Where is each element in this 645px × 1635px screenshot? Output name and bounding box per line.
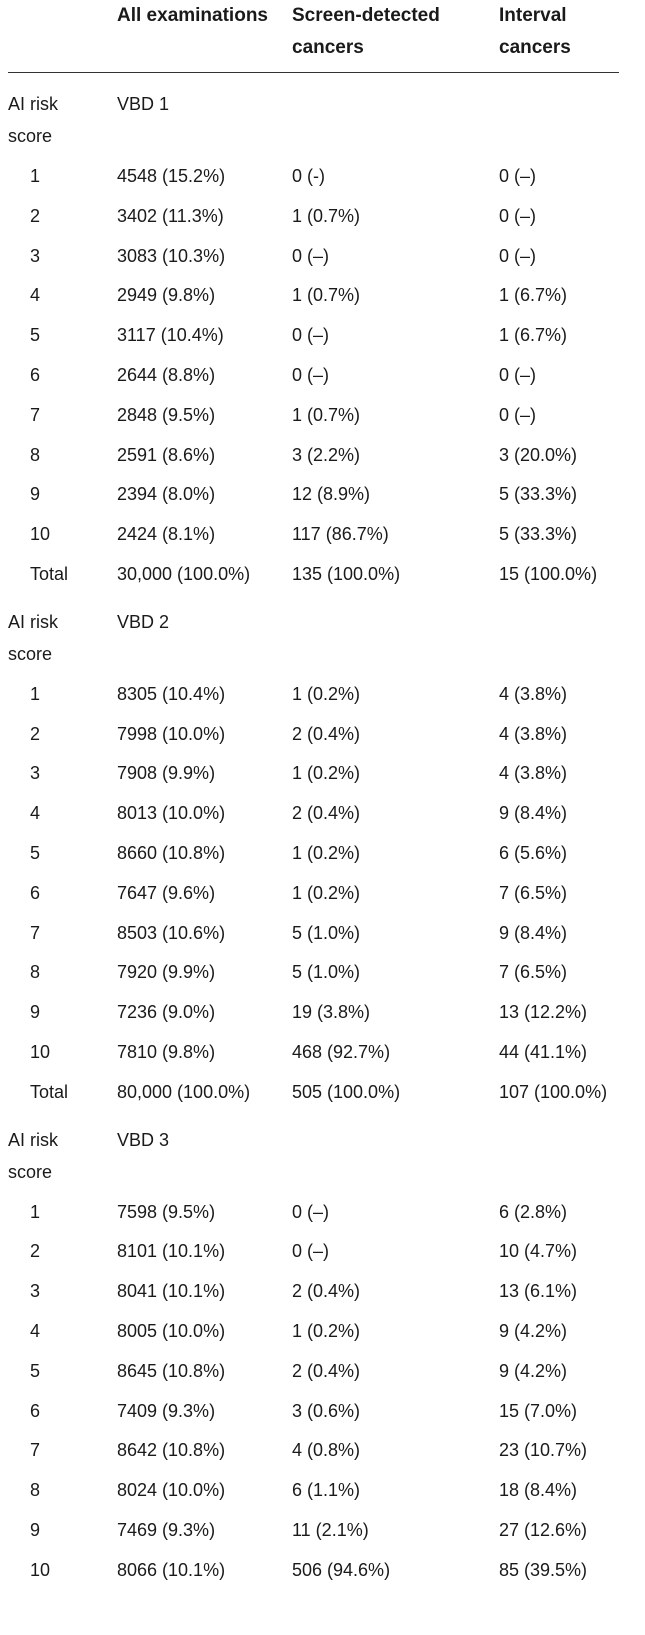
risk-score: 10 [30,1559,51,1580]
cell-interval: 9 (8.4%) [499,803,568,824]
cell-all-examinations: 2394 (8.0%) [117,484,216,505]
risk-score: 7 [30,1440,41,1461]
cell-all-examinations: 7810 (9.8%) [117,1042,216,1062]
risk-score: 10 [30,524,51,545]
cell-all-examinations: 8305 (10.4%) [117,683,226,704]
risk-score: 8 [30,962,41,983]
cell-screen-detected: 0 (–) [292,1241,330,1262]
risk-score: 3 [30,245,41,266]
cell-all-examinations: 2591 (8.6%) [117,444,216,465]
cell-all-examinations: 7647 (9.6%) [117,882,216,903]
cell-interval: 3 (20.0%) [499,444,578,465]
cell-screen-detected: 2 (0.4%) [292,1281,361,1302]
cell-screen-detected: 5 (1.0%) [292,922,361,943]
cell-screen-detected: 1 (0.2%) [292,763,361,784]
cell-all-examinations: 2848 (9.5%) [117,404,216,425]
cell-screen-detected: 12 (8.9%) [292,484,371,505]
cell-interval: 4 (3.8%) [499,683,568,704]
cell-interval: 0 (–) [499,245,537,266]
cell-screen-detected: 1 (0.2%) [292,843,361,863]
cell-interval: 0 (–) [499,404,537,425]
cell-screen-detected: 117 (86.7%) [292,524,389,545]
cell-all-examinations: 7598 (9.5%) [117,1201,216,1222]
cell-screen-detected: 0 (-) [292,166,325,186]
cell-all-examinations: 8005 (10.0%) [117,1321,226,1341]
total-label: Total [30,1081,69,1102]
group-name: VBD 2 [117,611,170,632]
cell-all-examinations: 2424 (8.1%) [117,524,216,545]
risk-score: 4 [30,1321,41,1341]
group-label: score [8,1161,53,1182]
cell-all-examinations: 3402 (11.3%) [117,205,224,226]
cell-screen-detected: 0 (–) [292,1201,330,1222]
header-interval-cancers: Interval cancers [499,5,571,58]
risk-score: 9 [30,1520,41,1540]
cell-all-examinations: 4548 (15.2%) [117,166,226,186]
group-name: VBD 1 [117,94,170,114]
cell-all-examinations: 80,000 (100.0%) [117,1081,251,1102]
header-all-examinations: All examinations [117,5,268,26]
cell-screen-detected: 2 (0.4%) [292,803,361,824]
cell-screen-detected: 506 (94.6%) [292,1559,391,1580]
risk-score: 5 [30,325,41,346]
cell-interval: 6 (5.6%) [499,843,568,863]
risk-score: 8 [30,1480,41,1501]
group-label: score [8,643,53,664]
cell-screen-detected: 1 (0.2%) [292,683,361,704]
cell-interval: 15 (7.0%) [499,1400,578,1421]
cell-all-examinations: 2949 (9.8%) [117,285,216,306]
cell-screen-detected: 19 (3.8%) [292,1002,371,1023]
risk-score: 4 [30,285,41,306]
cell-all-examinations: 7236 (9.0%) [117,1002,216,1023]
cell-screen-detected: 0 (–) [292,245,330,266]
risk-score: 3 [30,763,41,784]
cell-all-examinations: 8645 (10.8%) [117,1360,226,1381]
cell-interval: 6 (2.8%) [499,1201,568,1222]
cell-interval: 1 (6.7%) [499,285,568,306]
risk-score: 7 [30,404,41,425]
cell-screen-detected: 4 (0.8%) [292,1440,361,1461]
cell-interval: 5 (33.3%) [499,524,578,545]
group-label: AI risk [8,611,59,632]
risk-score: 6 [30,882,41,903]
cell-interval: 107 (100.0%) [499,1081,608,1102]
cell-interval: 85 (39.5%) [499,1559,588,1580]
cell-all-examinations: 7409 (9.3%) [117,1400,216,1421]
cell-screen-detected: 1 (0.2%) [292,1321,361,1341]
risk-score: 2 [30,723,41,744]
cell-screen-detected: 0 (–) [292,325,330,346]
group-label: AI risk [8,1129,59,1150]
cell-interval: 0 (–) [499,205,537,226]
risk-score: 1 [30,166,41,186]
cell-screen-detected: 1 (0.7%) [292,285,361,306]
cell-interval: 10 (4.7%) [499,1241,578,1262]
risk-score: 9 [30,1002,41,1023]
cell-all-examinations: 8101 (10.1%) [117,1241,226,1262]
cell-interval: 9 (4.2%) [499,1360,568,1381]
cell-all-examinations: 8660 (10.8%) [117,843,226,863]
cell-interval: 9 (4.2%) [499,1321,568,1341]
total-label: Total [30,564,69,584]
cell-screen-detected: 0 (–) [292,365,330,385]
cell-screen-detected: 5 (1.0%) [292,962,361,983]
cell-interval: 5 (33.3%) [499,484,578,505]
risk-score: 2 [30,1241,41,1262]
cell-all-examinations: 2644 (8.8%) [117,365,216,385]
risk-score: 1 [30,1201,41,1222]
cell-screen-detected: 468 (92.7%) [292,1042,391,1062]
cell-interval: 4 (3.8%) [499,723,568,744]
cell-all-examinations: 7908 (9.9%) [117,763,216,784]
cell-interval: 44 (41.1%) [499,1042,588,1062]
cell-all-examinations: 8041 (10.1%) [117,1281,226,1302]
cell-screen-detected: 3 (2.2%) [292,444,361,465]
cell-interval: 15 (100.0%) [499,564,598,584]
cell-all-examinations: 3083 (10.3%) [117,245,226,266]
cell-all-examinations: 8642 (10.8%) [117,1440,226,1461]
cell-screen-detected: 6 (1.1%) [292,1480,361,1501]
group-label: AI risk [8,94,59,114]
risk-score: 6 [30,1400,41,1421]
cell-all-examinations: 8066 (10.1%) [117,1559,226,1580]
group-label: score [8,126,53,146]
risk-score: 4 [30,803,41,824]
cell-screen-detected: 1 (0.7%) [292,404,361,425]
cell-all-examinations: 7469 (9.3%) [117,1520,216,1540]
cell-screen-detected: 1 (0.2%) [292,882,361,903]
risk-score: 10 [30,1042,51,1062]
cell-interval: 27 (12.6%) [499,1520,588,1540]
risk-score: 7 [30,922,41,943]
cell-all-examinations: 7920 (9.9%) [117,962,216,983]
risk-score: 1 [30,683,41,704]
cell-interval: 0 (–) [499,365,537,385]
group-name: VBD 3 [117,1129,170,1150]
risk-score: 9 [30,484,41,505]
cell-screen-detected: 505 (100.0%) [292,1081,401,1102]
risk-score: 2 [30,205,41,226]
cell-interval: 4 (3.8%) [499,763,568,784]
risk-score: 8 [30,444,41,465]
cell-all-examinations: 8024 (10.0%) [117,1480,226,1501]
cell-screen-detected: 135 (100.0%) [292,564,401,584]
cell-interval: 1 (6.7%) [499,325,568,346]
cell-screen-detected: 3 (0.6%) [292,1400,361,1421]
cell-all-examinations: 7998 (10.0%) [117,723,226,744]
cell-screen-detected: 2 (0.4%) [292,723,361,744]
cell-interval: 23 (10.7%) [499,1440,588,1461]
risk-score: 5 [30,1360,41,1381]
cell-interval: 0 (–) [499,166,537,186]
cell-interval: 13 (12.2%) [499,1002,588,1023]
header-screen-detected-cancers: Screen-detected cancers [292,5,440,58]
cell-interval: 7 (6.5%) [499,962,568,983]
cell-interval: 7 (6.5%) [499,882,568,903]
cell-all-examinations: 3117 (10.4%) [117,325,224,346]
cell-all-examinations: 8503 (10.6%) [117,922,226,943]
cell-interval: 9 (8.4%) [499,922,568,943]
cell-interval: 13 (6.1%) [499,1281,578,1302]
risk-score: 3 [30,1281,41,1302]
risk-score: 5 [30,843,41,863]
cell-all-examinations: 30,000 (100.0%) [117,564,251,584]
cell-screen-detected: 11 (2.1%) [292,1520,369,1540]
risk-score: 6 [30,365,41,385]
cell-all-examinations: 8013 (10.0%) [117,803,226,824]
cell-screen-detected: 2 (0.4%) [292,1360,361,1381]
cell-interval: 18 (8.4%) [499,1480,578,1501]
cell-screen-detected: 1 (0.7%) [292,205,361,226]
